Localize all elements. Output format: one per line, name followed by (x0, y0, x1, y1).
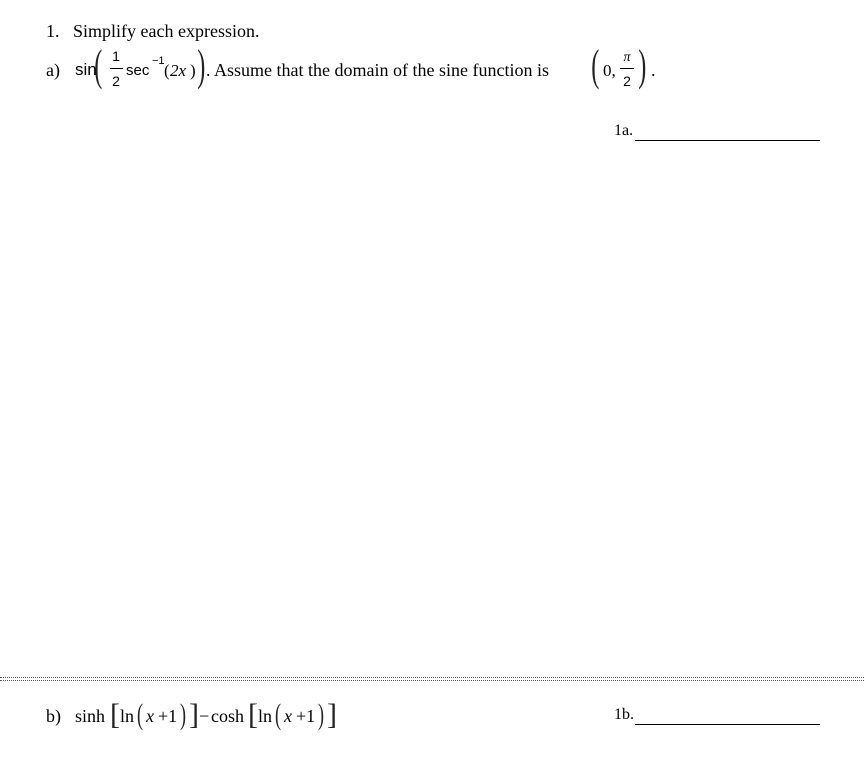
answer-1b-blank[interactable] (635, 724, 820, 725)
plus-one-1: +1 (158, 706, 178, 726)
statement-period: . (651, 60, 656, 80)
ln-function-2: ln (258, 706, 273, 726)
right-bracket-2: ] (327, 698, 337, 731)
left-paren: ( (94, 41, 103, 90)
left-bracket-1: [ (110, 698, 120, 731)
right-paren: ) (197, 41, 206, 90)
minus-sign: − (199, 706, 210, 726)
arg-open-paren: ( (164, 61, 170, 80)
cosh-function: cosh (211, 706, 244, 726)
sin-function: sin (75, 60, 97, 79)
left-bracket-2: [ (248, 698, 258, 731)
answer-1b-label: 1b. (614, 706, 634, 723)
left-paren-1: ( (137, 698, 143, 731)
domain-statement: . Assume that the domain of the sine function is (206, 60, 549, 80)
part-a-label: a) (46, 60, 60, 80)
domain-right-paren: ) (638, 41, 647, 90)
fraction-bar (110, 68, 123, 69)
section-divider (0, 677, 864, 681)
variable-x-1: x (146, 706, 154, 726)
part-b-label: b) (46, 706, 61, 726)
ln-function-1: ln (120, 706, 135, 726)
plus-one-2: +1 (296, 706, 316, 726)
inverse-superscript: −1 (152, 55, 165, 67)
variable-x-2: x (284, 706, 292, 726)
domain-zero: 0, (603, 61, 616, 80)
domain-left-paren: ( (591, 41, 600, 90)
domain-denominator: 2 (623, 73, 631, 89)
sinh-function: sinh (75, 706, 106, 726)
right-paren-2: ) (318, 698, 324, 731)
fraction-denominator: 2 (112, 73, 120, 89)
answer-1a-blank[interactable] (635, 140, 820, 141)
fraction-numerator: 1 (112, 48, 120, 64)
question-title: Simplify each expression. (73, 21, 260, 41)
domain-pi: π (623, 50, 631, 65)
sec-argument: 2x (170, 61, 187, 80)
right-paren-1: ) (180, 698, 186, 731)
left-paren-2: ( (275, 698, 281, 731)
arg-close-paren: ) (190, 61, 196, 80)
sec-function: sec (126, 62, 150, 79)
question-number: 1. (46, 21, 60, 41)
right-bracket-1: ] (189, 698, 199, 731)
answer-1a-label: 1a. (614, 122, 634, 139)
domain-fraction-bar (620, 68, 634, 69)
